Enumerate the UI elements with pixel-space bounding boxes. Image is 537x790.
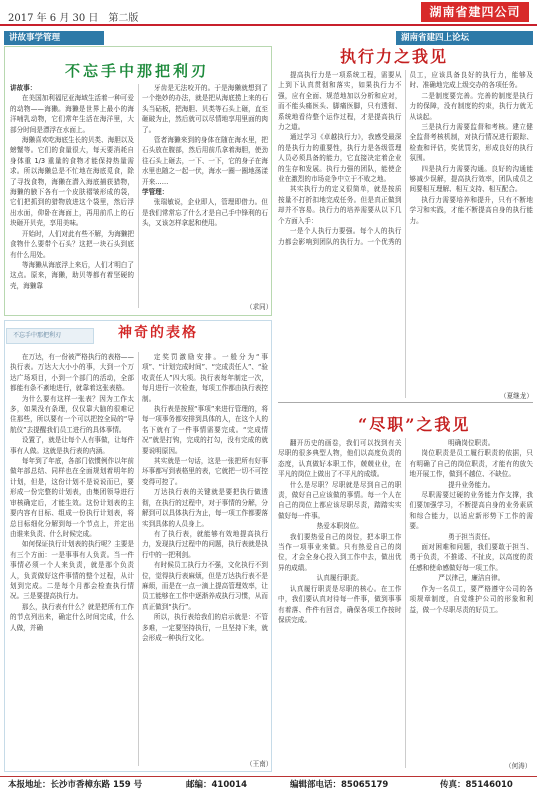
article2-paragraph: 执行表是按照“事项”来进行管理的，将每一项事务都安排到具体的人，在这个人的名下就有了一件事情需要完成。“完成情况”就是打钩，完成的打勾，没有完成的就要说明原因。: [142, 405, 268, 455]
right-article1-body: [278, 70, 533, 398]
article2-paragraph: 设置了，就是让每个人有事做，让每件事有人做。这就是执行表的内涵。: [10, 436, 134, 455]
article1-col1: [10, 83, 134, 311]
right-article1-title: 执行力之我见: [340, 47, 449, 66]
column-divider: [138, 352, 139, 766]
article1-paragraph: 海獭喜欢吃海底生长的贝类、海胆以及螃蟹等。它们的食量很大，每天要消耗自身体重 1/3 重量的食物才能保持热量需求。所以海獭总是不忙地在海底觅食，除了寻找食物，海獭在潜入海底捕获猎物，海獭的腋下各有一个皮肤褶皱形成的袋，它们把抓到的猎物放进这个袋里，然后浮出水面，仰卧在海面上，再用前爪上的石块砸开贝壳，享用美味。: [10, 136, 134, 228]
page-footer: [0, 778, 537, 790]
issue-date: 2017 年 6 月 30 日 第二版: [8, 13, 139, 24]
right-article1-paragraph: 通过学习《卓越执行力》，我感受最深的是执行力的重要性，执行力是各级管理人员必须具备的能力，它直接决定着企业的生存和发展。执行力强的团队，能使企业在激烈的市场竞争中立于不败之地。: [278, 133, 402, 184]
right-column-title: 湖南省建四上论坛: [396, 31, 533, 45]
right-article2-paragraph: 岗位职责是员工履行职责的依据，只有明确了自己的岗位职责，才能有的放矢地开展工作，做到不越位、不缺位。: [409, 449, 533, 479]
page-header: [0, 0, 537, 26]
footer-phone: 编辑部电话：85065179: [290, 780, 389, 790]
right-article1-paragraph: 四是执行力需要沟通。良好的沟通能够减少误解，提高执行效率，团队成员之间要相互理解、相互支持、相互配合。: [409, 164, 533, 194]
article1-paragraph: 管者海獭来到的身体在随在海水里，把石头放在腹部，然后用前爪拿着海胆，使劲往石头上砸去，一下、一下，它的身子在海水里也随之一起一伏，海水一圈一圈地荡漾开来……: [142, 136, 268, 186]
right-article2-paragraph: 面对困难和问题，我们要敢于担当、勇于负责，不推诿、不扯皮，以高度的责任感和使命感做好每一项工作。: [409, 543, 533, 572]
right-article2-paragraph: 什么是尽职？尽职就是尽到自己的职责，做好自己应该做的事情。每一个人在自己的岗位上都应该尽职尽责，踏踏实实做好每一件事。: [278, 480, 402, 520]
footer-fax: 传真：85146010: [440, 780, 513, 790]
right-article2-subhead: 热爱本职岗位。: [316, 522, 363, 531]
right-article2-subhead: 严以律己，廉洁自律。: [438, 574, 505, 583]
right-article1-paragraph: 提高执行力是一项系统工程，需要从上到下认真贯彻和落实，如果执行力不强，应有全面、规范地加以分析和应对，而不能头痛医头、脚痛医脚，只有透彻、系统地看待整个运作过程，才是提高执行力之道。: [278, 71, 402, 132]
article2-paragraph: 在万达，有一份被严格执行的表格——执行表。万达大大小小的事，大到一个万达广场项目，小到一个部门的活动，全部都能有条不紊地进行，就靠着这张表格。: [10, 353, 134, 393]
right-article1-paragraph: 一是个人执行力要强。每个人的执行力都会影响到团队的执行力。一个优秀的员工，应该具备良好的执行力，能够及时、准确地完成上级交办的各项任务。: [278, 71, 533, 246]
right-article2-subhead: 认真履行职责。: [316, 574, 363, 583]
right-article1-paragraph: 执行力需要培养和提升，只有不断地学习和实践，才能不断提高自身的执行能力。: [409, 195, 533, 225]
article2-paragraph: 那么，执行表有什么？就是把所有工作的节点列出来，确定什么时间完成，什么人做，并确: [10, 602, 134, 632]
article2-paragraph: 所以，执行表给我们的启示就是：不管多难，一定要坚持执行，一旦坚持下来，就会形成一种执行文化。: [142, 613, 268, 642]
decorative-tag: 不忘手中那把利刃: [6, 328, 94, 344]
article2-col2: [142, 352, 268, 756]
article2-col1: [10, 352, 134, 768]
right-article2-body: [278, 438, 533, 768]
article1-paragraph: 在美国加利福尼亚海域生活着一种可爱的动物——海獭。海獭是世界上最小的海洋哺乳动物，它们常年生活在海洋里，大部分时间是漂浮在水面上。: [10, 94, 134, 134]
article1-paragraph: 等海獭从海底浮上来后，人们才明白了这点。原来，海獭，助贝等都有着坚硬的壳，海獭靠: [10, 260, 134, 290]
article2-paragraph: 有时候员工执行力不强，文化执行不到位，觉得执行表麻烦，但是万达执行表不是麻烦，而是在一点一滴上提高管理效率，让员工能够在工作中逐渐养成执行习惯，从而真正做到“执行”。: [142, 561, 268, 611]
footer-postcode: 邮编：410014: [186, 780, 247, 790]
article1-paragraph: 学管理：: [142, 188, 169, 197]
right-article1-credit: （夏继龙）: [500, 392, 533, 400]
article2-title: 神奇的表格: [118, 325, 198, 341]
article2-paragraph: 如何保证执行计划表的执行呢？主要是有三个方面：一是事事有人负责。当一件事情必须一个人来负责，就是那个负责人，负责做好这件事情的整个过程，从计划到完成。二是每个月都会检查执行情况。三是要提高执行力。: [10, 540, 134, 601]
article2-credit: （王南）: [246, 760, 273, 768]
right-article2-paragraph: 认真履行职责是尽职的核心。在工作中，我们要认真对待每一件事，做到事事有着落、件件有回音，确保各项工作按时保质完成。: [278, 584, 402, 624]
article1-paragraph: 张瑞敏说，企业即人，管理即借力。但是我们常常忘了什么才是自己手中锋利的石头，又该怎样拿起和使用。: [142, 198, 268, 228]
header-rule: [0, 24, 537, 26]
right-article2-paragraph: 作为一名员工，要严格遵守公司的各项规章制度，自觉维护公司的形象和利益，做一个尽职尽责的好员工。: [409, 584, 533, 614]
right-article2-subhead: 提升业务能力。: [448, 480, 495, 489]
right-article2-title: “尽职”之我见: [358, 415, 471, 434]
right-article1-paragraph: 二是制度要完善。完善的制度是执行力的保障，没有制度的约束，执行力就无从谈起。: [409, 91, 533, 121]
right-article2-paragraph: 我们要热爱自己的岗位，把本职工作当作一项事业来做。只有热爱自己的岗位，才会全身心投入到工作中去，做出优异的成绩。: [278, 532, 402, 572]
footer-rule: [0, 776, 537, 777]
right-article1-paragraph: 三是执行力需要监督和考核。建立健全监督考核机制，对执行情况进行跟踪、检查和评估，奖优罚劣，形成良好的执行氛围。: [409, 123, 533, 163]
section-divider: [278, 402, 533, 403]
right-article1-paragraph: 其实执行力的定义很简单，就是按质按量不打折扣地完成任务。但是真正做到却并不容易。执行力的培养需要从以下几个方面入手：: [278, 185, 402, 225]
right-article2-credit: （何涛）: [505, 762, 532, 770]
article1-col2: [142, 83, 268, 301]
article2-paragraph: 有了执行表，就能够有效地提高执行力，发现执行过程中的问题，执行表就是执行中的一把利剑。: [142, 529, 268, 559]
article1-paragraph: 讲故事：: [10, 84, 37, 92]
left-column-title: 讲故事学管理: [4, 31, 104, 45]
article2-paragraph: 万达执行表的关键就是要把执行做透彻，在执行的过程中，对于事情的分解，分解到可以具体执行为止，每一项工作都要落实到具体的人员身上。: [142, 488, 268, 528]
right-article2-subhead: 勇于担当责任。: [448, 532, 495, 541]
article1-title: 不忘手中那把利刃: [65, 62, 210, 80]
right-article2-paragraph: 翻开历史的画卷，我们可以找到有关尽职的很多典型人物，他们以高度负责的态度，认真做好本职工作，兢兢业业，在平凡的岗位上做出了不平凡的成绩。: [278, 439, 402, 479]
right-article2-paragraph: 尽职需要过硬的业务能力作支撑，我们要加强学习，不断提高自身的业务素质和综合能力，以适应新形势下工作的需要。: [409, 491, 533, 531]
article2-paragraph: 其实就是一句话，这是一张把所有好事坏事都写到表格里的表，它就把一切不可控变得可控了。: [142, 457, 268, 486]
article1-paragraph: 开始时，人们对此有些不解，为海獭把食物什么要带个石头？这把一块石头到底有什么用处。: [10, 229, 134, 259]
article2-paragraph: 定奖罚激励安排。一般分为“事项”、“计划完成时间”、“完成责任人”、“验收责任人”四大项。执行表每年制定一次，每月进行一次检查，每项工作都由执行表控制。: [142, 353, 268, 403]
footer-address: 本报地址：长沙市香樟东路 159 号: [8, 780, 143, 790]
article1-credit: （求同）: [246, 303, 273, 311]
masthead-logo: 湖南省建四公司: [421, 2, 529, 22]
article1-paragraph: 牙齿是无法咬开的。于是海獭就想到了一个绝妙的办法，就是把从海底捞上来的石头当砧板，把海胆、贝类等石头上砸，直至砸破为止，然后就可以尽情地享用里面的肉了。: [142, 84, 268, 134]
article2-paragraph: 为什么要有这样一张表？因为工作太多，如果没有条理，仅仅靠大脑的很难记住那些，所以要有一个可以把控全局的“导航仪”去提醒我们员工进行的具体事情。: [10, 394, 134, 434]
article2-paragraph: 每年到了年底，各部门依惯例作以年前做年部总结、同样也在全面规划着明年的计划，但是，这份计划不是说说而已，要形成一份完整的计划表，由集团领导进行审核确定后，才能生效。这份计划表的主要内容有目标、组成一份执行计划表，将总目标细化分解到每一个节点上，并定出由谁来负责、什么时候完成。: [10, 457, 134, 538]
right-article2-subhead: 明确岗位职责。: [448, 439, 495, 447]
column-divider: [138, 84, 139, 308]
